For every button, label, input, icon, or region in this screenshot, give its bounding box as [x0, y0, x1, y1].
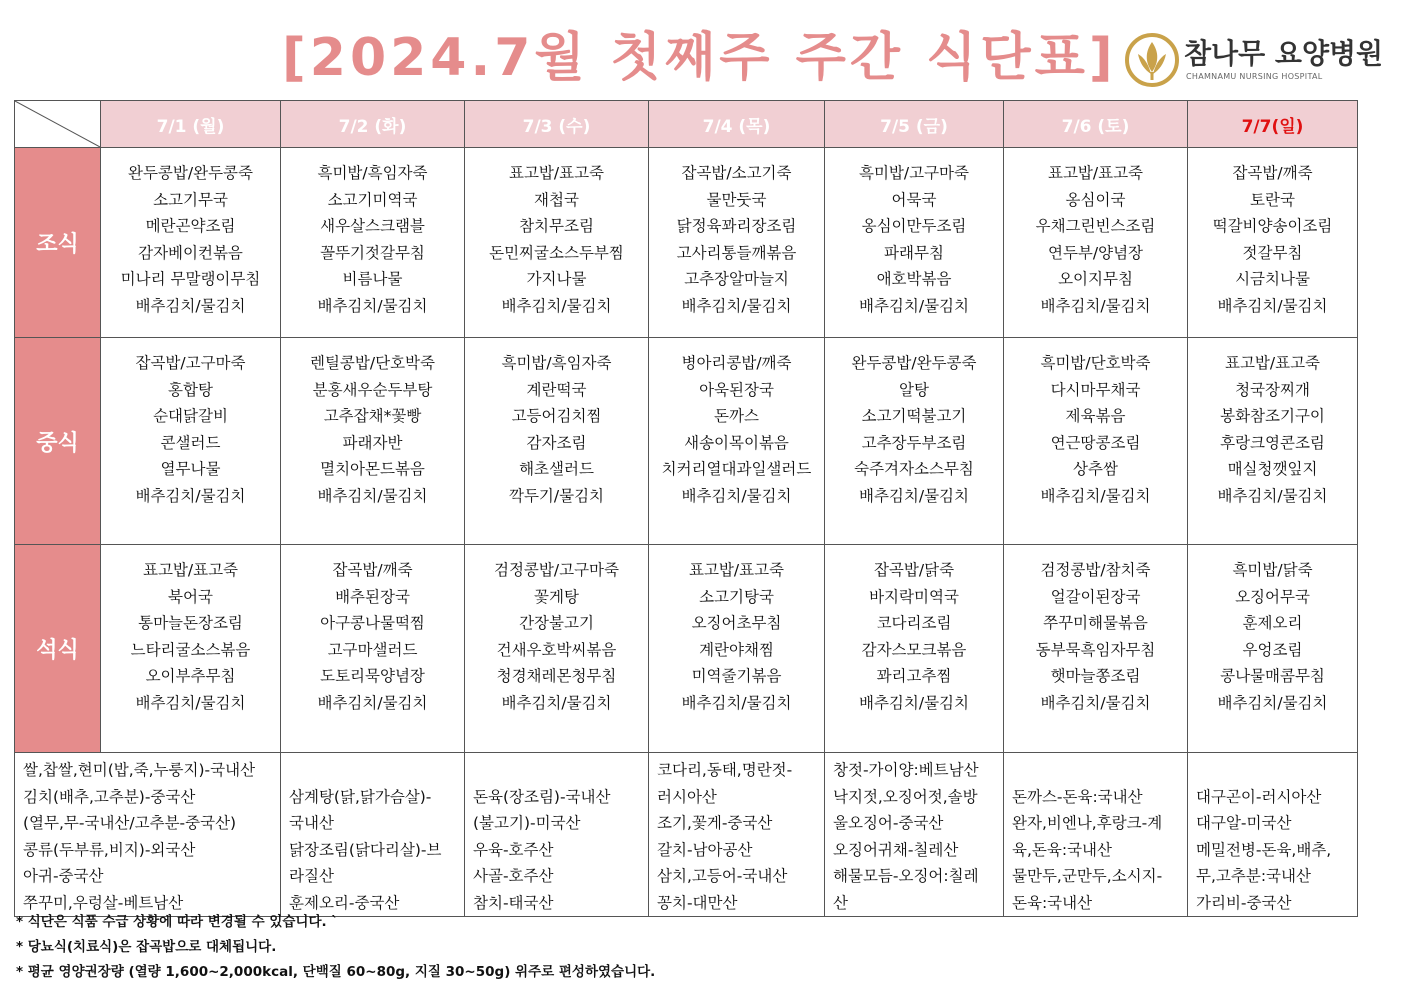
menu-item: 배추김치/물김치 [501, 693, 612, 712]
menu-item: 완두콩밥/완두콩죽 [851, 354, 977, 372]
meal-row-lunch [15, 338, 1358, 545]
origin-line: 해물모듬-오징어:칠레 [833, 867, 979, 885]
menu-item: 옹심이만두조림 [861, 217, 967, 236]
note-line: * 당뇨식(치료식)은 잡곡밥으로 대체됩니다. [16, 939, 277, 955]
menu-item: 젓갈무침 [1242, 243, 1303, 262]
menu-cell [1188, 148, 1358, 338]
menu-item: 닭정육꽈리장조림 [676, 217, 797, 236]
menu-item: 연두부/양념장 [1047, 243, 1144, 262]
logo-subtitle: CHAMNAMU NURSING HOSPITAL [1186, 72, 1323, 81]
menu-item: 오이지무침 [1058, 270, 1133, 289]
origin-line: (불고기)-미국산 [473, 814, 581, 832]
menu-item: 애호박볶음 [876, 270, 952, 289]
origin-line: 우육-호주산 [473, 840, 554, 859]
menu-item: 매실청깻잎지 [1227, 460, 1318, 479]
menu-cell [101, 545, 281, 753]
menu-item: 참치무조림 [519, 217, 594, 236]
meal-label: 조식 [15, 148, 101, 338]
menu-item: 배추김치/물김치 [1040, 296, 1151, 315]
meal-table [14, 100, 1358, 917]
menu-item: 소고기무국 [153, 190, 228, 209]
menu-item: 청국장찌개 [1235, 380, 1310, 399]
menu-item: 병아리콩밥/깨죽 [681, 354, 792, 372]
origin-cell [1004, 753, 1188, 917]
hospital-logo [1124, 30, 1384, 90]
origin-line: 아귀-중국산 [23, 867, 104, 885]
origin-line: 쭈꾸미,우렁살-베트남산 [23, 893, 184, 912]
menu-item: 코다리조림 [876, 614, 952, 633]
menu-item: 순대닭갈비 [153, 407, 228, 426]
menu-item: 멸치아몬드볶음 [320, 460, 425, 479]
menu-item: 흑미밥/흑임자죽 [501, 354, 612, 372]
note-line: * 평균 영양권장량 (열량 1,600~2,000kcal, 단백질 60~80g, 지질 30~50g) 위주로 편성하였습니다. [16, 964, 656, 980]
origin-line: 쌀,찹쌀,현미(밥,죽,누룽지)-국내산 [23, 761, 256, 779]
menu-cell [1004, 545, 1188, 753]
menu-item: 감자스모크볶음 [861, 640, 967, 659]
menu-item: 후랑크영콘조림 [1220, 433, 1325, 452]
menu-item: 새송이목이볶음 [684, 433, 789, 452]
menu-item: 청경채레몬청무침 [496, 667, 617, 686]
origin-cell [465, 753, 649, 917]
menu-item: 돈까스 [714, 407, 759, 426]
menu-item: 배추김치/물김치 [317, 296, 428, 315]
origin-line: 오징어귀채-칠레산 [833, 840, 959, 859]
day-header: 7/2 (화) [281, 101, 465, 148]
menu-item: 배추김치/물김치 [681, 693, 792, 712]
notes [16, 910, 655, 985]
menu-item: 동부묵흑임자무침 [1035, 640, 1156, 659]
origin-line: 메밀전병-돈육,배추, [1196, 840, 1332, 859]
menu-item: 검정콩밥/참치죽 [1040, 561, 1151, 579]
menu-item: 시금치나물 [1235, 270, 1310, 289]
menu-item: 잡곡밥/고구마죽 [135, 354, 246, 372]
origin-line [473, 757, 642, 784]
menu-item: 배추김치/물김치 [1040, 486, 1151, 505]
menu-item: 우엉조림 [1242, 640, 1303, 659]
menu-item: 배추김치/물김치 [1040, 693, 1151, 712]
menu-item: 느타리굴소스볶음 [130, 640, 251, 659]
menu-item: 북어국 [168, 587, 213, 606]
menu-item: 해초샐러드 [519, 460, 594, 479]
menu-item: 콘샐러드 [160, 433, 221, 452]
origin-line: 코다리,동태,명란젓- [657, 761, 793, 779]
origin-line: 무,고추분:국내산 [1196, 867, 1311, 885]
day-header: 7/4 (목) [649, 101, 825, 148]
origin-line: 삼계탕(닭,닭가슴살)- [289, 787, 432, 806]
menu-item: 계란떡국 [526, 380, 587, 399]
menu-cell [101, 148, 281, 338]
origin-line: (열무,무-국내산/고추분-중국산) [23, 814, 237, 832]
meal-row-breakfast [15, 148, 1358, 338]
menu-item: 감자조림 [526, 433, 587, 452]
menu-item: 오징어초무침 [691, 614, 782, 633]
menu-item: 우채그린빈스조림 [1035, 217, 1156, 236]
menu-item: 얼갈이된장국 [1050, 587, 1141, 606]
menu-cell [649, 148, 825, 338]
origin-cell [281, 753, 465, 917]
menu-item: 배추김치/물김치 [135, 296, 246, 315]
menu-item: 메란곤약조림 [145, 217, 236, 236]
meal-label: 석식 [15, 545, 101, 753]
menu-item: 가지나물 [526, 270, 587, 289]
menu-item: 제육볶음 [1065, 407, 1126, 426]
menu-item: 표고밥/표고죽 [142, 561, 239, 579]
menu-cell [649, 338, 825, 545]
menu-cell [1188, 545, 1358, 753]
origin-line: 돈육(장조림)-국내산 [473, 787, 611, 806]
origin-line: 라질산 [289, 867, 334, 885]
origin-line: 대구알-미국산 [1196, 814, 1292, 832]
menu-item: 떡갈비양송이조림 [1212, 217, 1333, 236]
meal-row-dinner [15, 545, 1358, 753]
menu-item: 표고밥/표고죽 [688, 561, 785, 579]
day-header: 7/6 (토) [1004, 101, 1188, 148]
menu-cell [825, 545, 1004, 753]
menu-item: 배추김치/물김치 [681, 486, 792, 505]
menu-item: 꽃게탕 [534, 587, 579, 606]
day-header: 7/3 (수) [465, 101, 649, 148]
origin-line: 참치-태국산 [473, 893, 554, 912]
origin-cell [15, 753, 281, 917]
menu-item: 고사리통들깨볶음 [676, 243, 797, 262]
menu-item: 배추김치/물김치 [1217, 486, 1328, 505]
menu-item: 잡곡밥/깨죽 [1232, 164, 1313, 182]
origin-line: 돈까스-돈육:국내산 [1012, 787, 1143, 806]
menu-item: 표고밥/표고죽 [1224, 354, 1321, 372]
day-header-sunday: 7/7(일) [1188, 101, 1358, 148]
menu-item: 알탕 [899, 380, 929, 399]
menu-item: 배추김치/물김치 [681, 296, 792, 315]
menu-item: 오징어무국 [1235, 587, 1310, 606]
menu-item: 깍두기/물김치 [508, 486, 605, 505]
menu-item: 렌틸콩밥/단호박죽 [309, 354, 435, 372]
origin-line: 갈치-남아공산 [657, 840, 753, 859]
menu-item: 계란야채찜 [699, 640, 774, 659]
origin-line: 가리비-중국산 [1196, 893, 1292, 912]
origin-line: 물만두,군만두,소시지- [1012, 867, 1163, 885]
day-header: 7/5 (금) [825, 101, 1004, 148]
menu-item: 표고밥/표고죽 [1047, 164, 1144, 182]
origin-row [15, 753, 1358, 917]
menu-item: 배추김치/물김치 [317, 486, 428, 505]
menu-item: 미역줄기볶음 [691, 667, 782, 686]
menu-item: 잡곡밥/소고기죽 [681, 164, 792, 182]
menu-item: 배추김치/물김치 [858, 693, 970, 712]
menu-cell [281, 338, 465, 545]
menu-item: 꼴뚜기젓갈무침 [320, 243, 425, 262]
menu-item: 잡곡밥/닭죽 [873, 561, 955, 579]
menu-item: 분홍새우순두부탕 [312, 380, 433, 399]
menu-item: 소고기탕국 [699, 587, 774, 606]
menu-cell [1004, 338, 1188, 545]
leaf-emblem-icon [1124, 32, 1180, 88]
menu-item: 콩나물매콤무침 [1220, 667, 1325, 686]
menu-item: 건새우호박씨볶음 [496, 640, 617, 659]
menu-item: 도토리묵양념장 [320, 667, 425, 686]
menu-item: 소고기떡불고기 [861, 407, 967, 426]
menu-cell [1004, 148, 1188, 338]
origin-line: 훈제오리-중국산 [289, 893, 400, 912]
menu-item: 물만둣국 [706, 190, 767, 209]
menu-item: 새우살스크램블 [320, 217, 425, 236]
menu-item: 배추김치/물김치 [135, 486, 246, 505]
menu-item: 꽈리고추찜 [876, 667, 952, 686]
origin-line: 완자,비엔나,후랑크-계 [1012, 814, 1163, 832]
menu-cell [101, 338, 281, 545]
origin-line: 창젓-가이양:베트남산 [833, 761, 979, 779]
menu-item: 쭈꾸미해물볶음 [1043, 614, 1148, 633]
menu-item: 홍합탕 [168, 380, 213, 399]
note-line: * 식단은 식품 수급 상황에 따라 변경될 수 있습니다. ` [16, 914, 339, 930]
menu-cell [281, 545, 465, 753]
menu-cell [1188, 338, 1358, 545]
menu-item: 치커리열대과일샐러드 [661, 460, 812, 479]
menu-cell [465, 545, 649, 753]
origin-line: 조기,꽃게-중국산 [657, 814, 773, 832]
menu-item: 간장불고기 [519, 614, 594, 633]
menu-cell [649, 545, 825, 753]
menu-item: 배추된장국 [335, 587, 410, 606]
origin-line: 콩류(두부류,비지)-외국산 [23, 840, 196, 859]
diagonal-line-icon [15, 101, 100, 147]
menu-item: 토란국 [1250, 190, 1295, 209]
menu-item: 상추쌈 [1073, 460, 1118, 479]
meal-label: 중식 [15, 338, 101, 545]
menu-item: 흑미밥/흑임자죽 [317, 164, 428, 182]
menu-item: 완두콩밥/완두콩죽 [127, 164, 253, 182]
origin-line: 삼치,고등어-국내산 [657, 867, 788, 885]
menu-item: 봉화참조기구이 [1220, 407, 1325, 426]
origin-line: 국내산 [289, 814, 334, 832]
menu-item: 흑미밥/단호박죽 [1040, 354, 1151, 372]
origin-cell [1188, 753, 1358, 917]
menu-item: 아구콩나물떡찜 [320, 614, 425, 633]
menu-item: 배추김치/물김치 [858, 296, 970, 315]
origin-line: 러시아산 [657, 787, 717, 806]
origin-line: 돈육:국내산 [1012, 893, 1093, 912]
menu-item: 배추김치/물김치 [858, 486, 970, 505]
origin-line [289, 757, 458, 784]
menu-item: 배추김치/물김치 [501, 296, 612, 315]
menu-item: 소고기미역국 [327, 190, 418, 209]
menu-item: 배추김치/물김치 [317, 693, 428, 712]
menu-item: 흑미밥/닭죽 [1232, 561, 1313, 579]
menu-cell [281, 148, 465, 338]
menu-item: 오이부추무침 [145, 667, 236, 686]
corner-cell [15, 101, 101, 148]
menu-cell [825, 338, 1004, 545]
menu-item: 감자베이컨볶음 [138, 243, 243, 262]
menu-item: 훈제오리 [1242, 614, 1303, 633]
menu-item: 흑미밥/고구마죽 [858, 164, 970, 182]
origin-line: 산 [833, 893, 848, 912]
menu-item: 다시마무채국 [1050, 380, 1141, 399]
page-title: [2024.7월 첫째주 주간 식단표] [282, 28, 1117, 88]
menu-item: 미나리 무말랭이무침 [120, 270, 261, 289]
menu-item: 배추김치/물김치 [135, 693, 246, 712]
menu-item: 고구마샐러드 [327, 640, 418, 659]
menu-item: 재첩국 [534, 190, 579, 209]
menu-item: 열무나물 [160, 460, 221, 479]
menu-item: 연근땅콩조림 [1050, 433, 1141, 452]
menu-item: 통마늘돈장조림 [138, 614, 243, 633]
menu-item: 검정콩밥/고구마죽 [493, 561, 619, 579]
origin-line [1196, 757, 1351, 784]
menu-item: 배추김치/물김치 [1217, 693, 1328, 712]
origin-line: 대구곤이-러시아산 [1196, 787, 1322, 806]
origin-line: 육,돈육:국내산 [1012, 840, 1112, 859]
menu-item: 배추김치/물김치 [1217, 296, 1328, 315]
menu-cell [465, 148, 649, 338]
origin-line: 울오징어-중국산 [833, 814, 944, 832]
origin-line: 꽁치-대만산 [657, 893, 738, 912]
menu-item: 고추장알마늘지 [684, 270, 789, 289]
menu-item: 파래자반 [342, 433, 403, 452]
logo-name: 참나무 요양병원 [1184, 37, 1384, 70]
menu-item: 옹심이국 [1065, 190, 1126, 209]
menu-cell [825, 148, 1004, 338]
menu-item: 비름나물 [342, 270, 403, 289]
origin-line: 김치(배추,고추분)-중국산 [23, 787, 196, 806]
menu-item: 파래무침 [884, 243, 944, 262]
menu-item: 바지락미역국 [869, 587, 959, 606]
menu-item: 고추잡채*꽃빵 [323, 407, 422, 426]
menu-item: 고추장두부조림 [861, 433, 967, 452]
origin-line: 낙지젓,오징어젓,솔방 [833, 787, 978, 806]
origin-line: 사골-호주산 [473, 867, 554, 885]
day-header-row [15, 101, 1358, 148]
menu-item: 돈민찌굴소스두부찜 [489, 243, 624, 262]
menu-item: 숙주겨자소스무침 [854, 460, 974, 479]
origin-line [1012, 757, 1181, 784]
day-header: 7/1 (월) [101, 101, 281, 148]
menu-item: 표고밥/표고죽 [508, 164, 605, 182]
origin-cell [649, 753, 825, 917]
menu-item: 잡곡밥/깨죽 [332, 561, 413, 579]
menu-cell [465, 338, 649, 545]
origin-cell [825, 753, 1004, 917]
menu-item: 아욱된장국 [699, 380, 774, 399]
origin-line: 닭장조림(닭다리살)-브 [289, 840, 442, 859]
menu-item: 어묵국 [891, 190, 937, 209]
menu-item: 햇마늘쫑조림 [1050, 667, 1141, 686]
menu-item: 고등어김치찜 [511, 407, 602, 426]
